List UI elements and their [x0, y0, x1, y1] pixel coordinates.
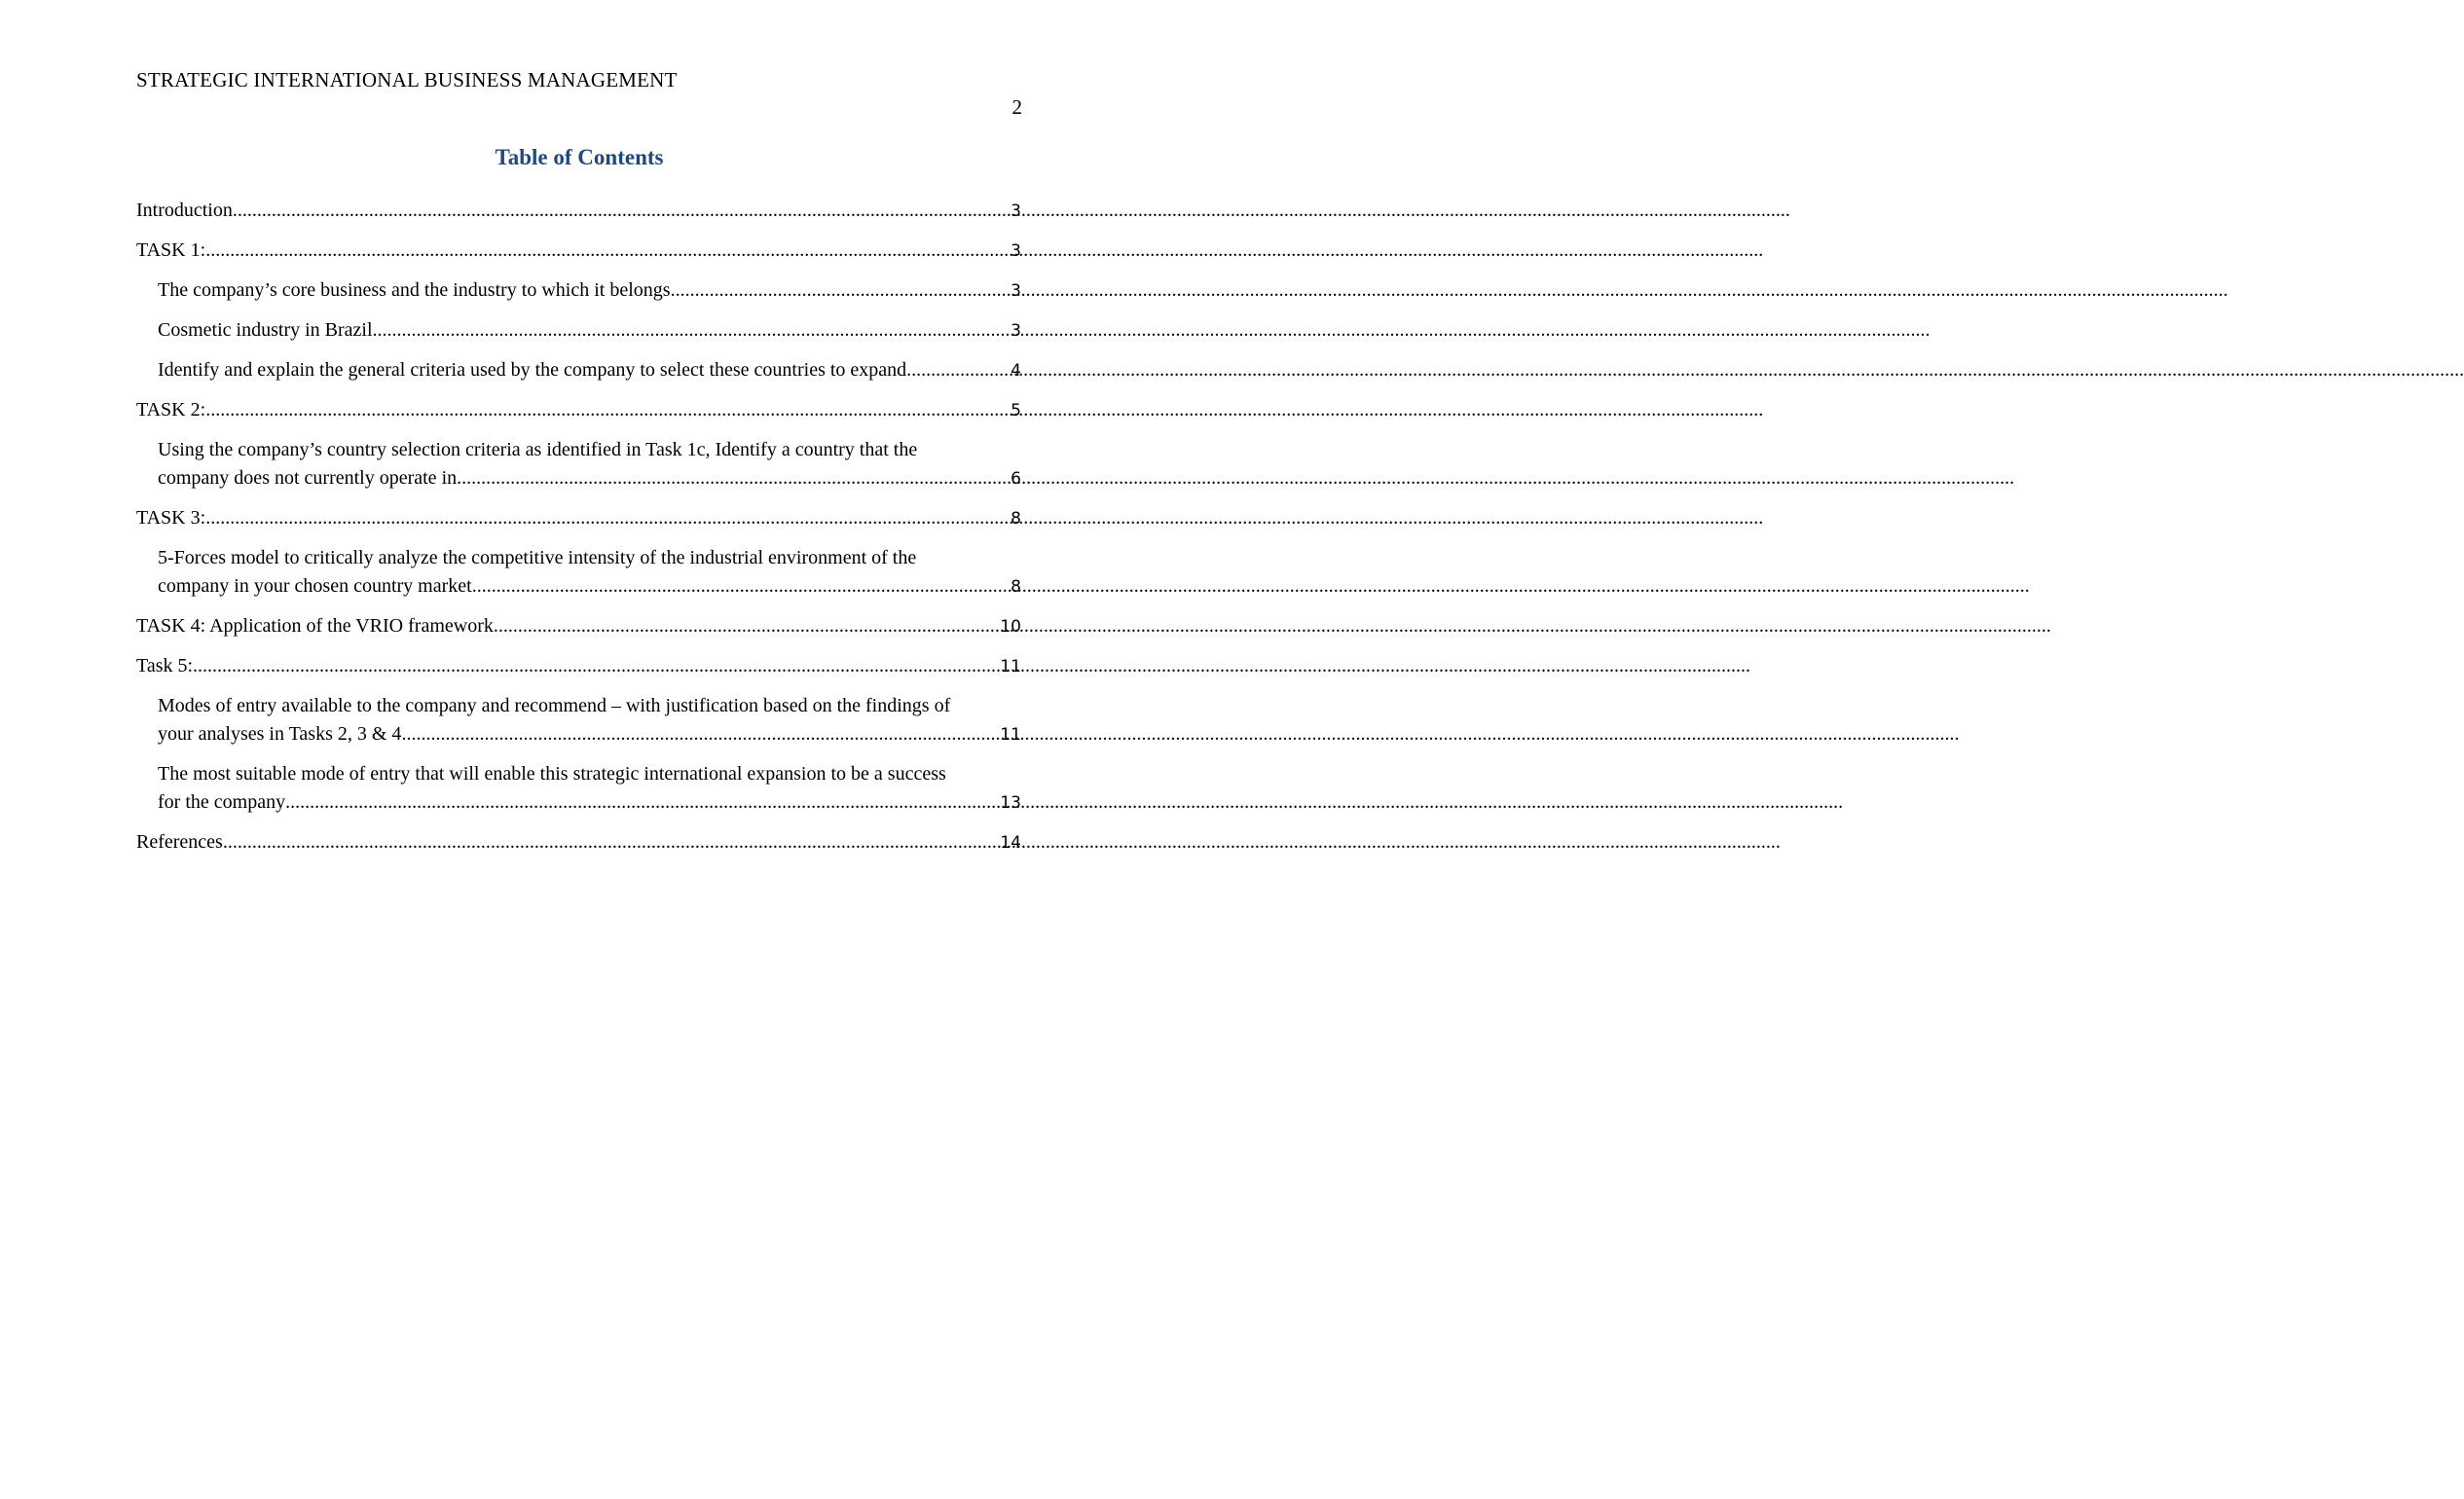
toc-entry-page-number: 3 — [1011, 281, 1021, 301]
toc-entry-title: Task 5: — [136, 655, 194, 676]
toc-entry-title: References — [136, 831, 223, 853]
toc-entry-title: TASK 2: — [136, 399, 206, 420]
toc-entry[interactable] — [136, 356, 1021, 385]
page-number: 2 — [1011, 95, 1022, 119]
dot-leader — [285, 788, 999, 817]
toc-entry-title: TASK 4: Application of the VRIO framework — [136, 615, 494, 637]
toc-entry-text-line1: Modes of entry available to the company and recommend – with justification based on the findings of — [158, 695, 951, 716]
dot-leader — [906, 356, 1010, 384]
toc-entry[interactable] — [136, 504, 1021, 533]
dot-leader — [671, 276, 1011, 305]
toc-entry-page-number: 8 — [1011, 509, 1021, 529]
toc-entry-page-number: 8 — [1011, 577, 1021, 597]
toc-entry-page-number: 3 — [1011, 321, 1021, 341]
toc-entry-page-number: 11 — [1000, 657, 1021, 676]
dot-leader — [223, 828, 1000, 857]
dot-leader — [457, 464, 1010, 493]
table-of-contents — [136, 197, 1021, 868]
toc-entry-title: The company’s core business and the industry to which it belongs — [158, 279, 671, 301]
toc-entry[interactable] — [136, 276, 1021, 306]
toc-entry-page-number: 3 — [1011, 241, 1021, 261]
running-header: STRATEGIC INTERNATIONAL BUSINESS MANAGEMENT — [136, 68, 678, 91]
toc-entry-title: company does not currently operate in — [158, 467, 458, 489]
toc-entry[interactable] — [136, 237, 1021, 266]
toc-entry-page-number: 6 — [1011, 469, 1021, 489]
toc-entry[interactable] — [136, 828, 1021, 858]
dot-leader — [401, 720, 999, 749]
toc-entry-title: for the company — [158, 791, 286, 813]
toc-entry-page-number: 5 — [1011, 401, 1021, 420]
toc-heading: Table of Contents — [495, 145, 664, 169]
toc-entry-page-number: 14 — [1000, 833, 1021, 853]
toc-entry[interactable] — [136, 316, 1021, 346]
toc-entry-text-line1: Using the company’s country selection criteria as identified in Task 1c, Identify a country that the — [158, 439, 918, 460]
toc-entry[interactable] — [136, 436, 1021, 494]
toc-entry-page-number: 13 — [1000, 793, 1021, 813]
toc-entry[interactable] — [136, 544, 1021, 602]
dot-leader — [233, 197, 1010, 225]
dot-leader — [205, 237, 1010, 265]
toc-entry-title: Identify and explain the general criteria used by the company to select these countries to expand — [158, 359, 907, 381]
toc-entry[interactable] — [136, 760, 1021, 818]
toc-entry-page-number: 3 — [1011, 201, 1021, 221]
dot-leader — [205, 396, 1010, 424]
toc-entry[interactable] — [136, 197, 1021, 226]
toc-entry[interactable] — [136, 396, 1021, 425]
toc-entry-title: TASK 3: — [136, 507, 206, 529]
toc-entry-page-number: 4 — [1011, 361, 1021, 381]
dot-leader — [193, 652, 999, 680]
dot-leader — [373, 316, 1011, 345]
toc-entry-page-number: 10 — [1000, 617, 1021, 637]
toc-entry-text-line1: 5-Forces model to critically analyze the competitive intensity of the industrial environment of the — [158, 547, 917, 568]
toc-entry-title: TASK 1: — [136, 239, 206, 261]
toc-entry-title: Cosmetic industry in Brazil — [158, 319, 373, 341]
toc-entry[interactable] — [136, 652, 1021, 681]
toc-entry-text-line1: The most suitable mode of entry that will enable this strategic international expansion to be a success — [158, 763, 946, 785]
toc-entry[interactable] — [136, 692, 1021, 750]
toc-entry-title: Introduction — [136, 200, 233, 221]
toc-entry-title: your analyses in Tasks 2, 3 & 4 — [158, 723, 402, 745]
dot-leader — [205, 504, 1010, 532]
toc-entry-page-number: 11 — [1000, 725, 1021, 745]
toc-entry-title: company in your chosen country market — [158, 575, 472, 597]
dot-leader — [494, 612, 1000, 640]
toc-entry[interactable] — [136, 612, 1021, 641]
dot-leader — [472, 572, 1010, 601]
